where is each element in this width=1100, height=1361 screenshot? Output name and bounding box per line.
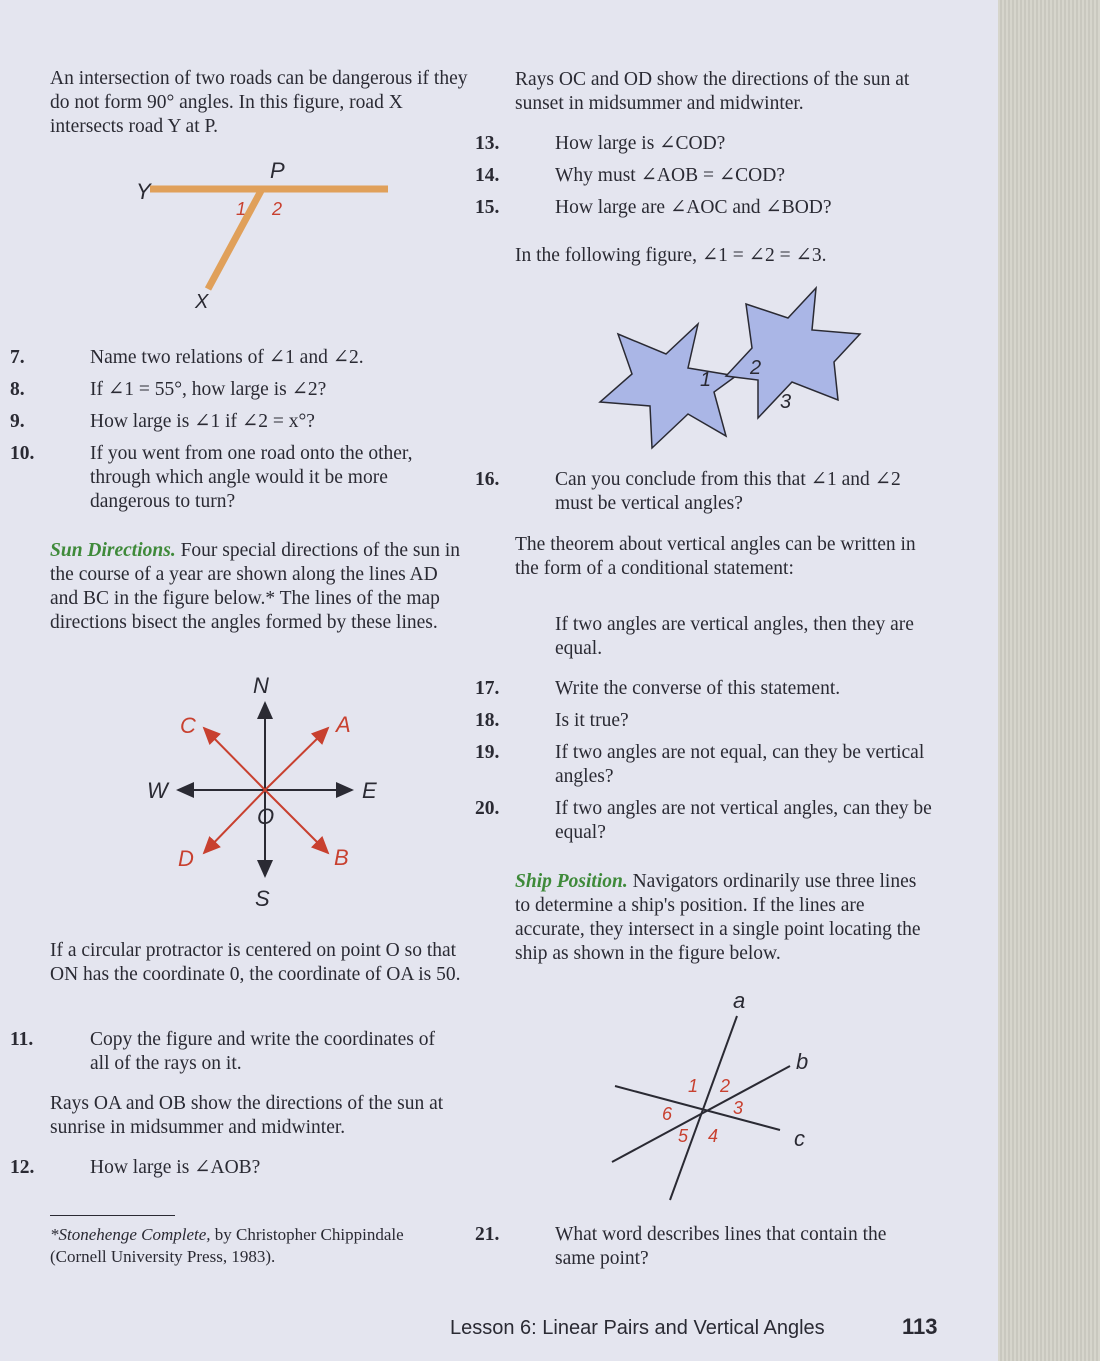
sunset-paragraph: Rays OC and OD show the directions of the sun at sunset in midsummer and midwinter. [515, 69, 910, 114]
label-e: E [362, 778, 377, 803]
label-angle-1: 1 [236, 199, 247, 219]
roads-intro: An intersection of two roads can be dangerous if they do not form 90° angles. In this figure, road X intersects road Y at P. [50, 68, 468, 137]
page-number: 113 [902, 1314, 938, 1339]
sunrise-paragraph: Rays OA and OB show the directions of the sun at sunrise in midsummer and midwinter. [50, 1093, 444, 1138]
question-20: 20. If two angles are not vertical angles, can they be equal? [475, 798, 932, 843]
following-figure-text: In the following figure, ∠1 = ∠2 = ∠3. [515, 245, 827, 266]
question-18: 18. Is it true? [475, 710, 629, 731]
label-o: O [257, 804, 275, 829]
question-9: 9. How large is ∠1 if ∠2 = x°? [10, 411, 315, 432]
question-21: 21. What word describes lines that contain the same point? [475, 1224, 887, 1269]
right-star [726, 288, 860, 418]
conditional-statement: If two angles are vertical angles, then they are equal. [555, 614, 914, 659]
left-star [600, 324, 736, 448]
label-x: X [195, 291, 209, 313]
question-15: 15. How large are ∠AOC and ∠BOD? [475, 197, 832, 218]
question-10: 10. If you went from one road onto the other, through which angle would it be more dangerous to turn? [10, 443, 413, 512]
question-14: 14. Why must ∠AOB = ∠COD? [475, 165, 786, 186]
label-y: Y [136, 179, 151, 204]
ship-angle-1: 1 [688, 1076, 699, 1096]
question-11: 11. Copy the figure and write the coordinates of all of the rays on it. [10, 1029, 435, 1074]
stars-figure [590, 282, 880, 462]
label-c: C [180, 713, 196, 738]
ship-angle-6: 6 [662, 1104, 673, 1124]
ray-od [204, 790, 265, 853]
ship-angle-5: 5 [678, 1126, 689, 1146]
question-13: 13. How large is ∠COD? [475, 133, 726, 154]
theorem-paragraph: The theorem about vertical angles can be written in the form of a conditional statement: [515, 534, 916, 579]
question-8: 8. If ∠1 = 55°, how large is ∠2? [10, 379, 327, 400]
ship-label-a: a [733, 988, 746, 1013]
footnote: *Stonehenge Complete, by Christopher Chippindale (Cornell University Press, 1983). [50, 1225, 404, 1266]
label-n: N [253, 673, 269, 698]
line-b [612, 1066, 790, 1162]
label-b: B [334, 845, 349, 870]
ray-ob [265, 790, 328, 853]
compass-figure [140, 668, 400, 916]
star-label-2: 2 [750, 357, 762, 379]
star-label-1: 1 [700, 369, 712, 391]
ray-oc [204, 728, 265, 790]
label-angle-2: 2 [272, 199, 283, 219]
ship-figure [590, 986, 830, 1206]
question-7: 7. Name two relations of ∠1 and ∠2. [10, 347, 364, 368]
sun-directions-paragraph: Sun Directions. Four special directions of the sun in the course of a year are shown along the lines AD and BC in the figure below.* The lines of the map directions bisect the angles formed by these lines. [50, 540, 461, 633]
label-p: P [270, 158, 285, 183]
label-w: W [147, 778, 168, 803]
ship-angle-3: 3 [733, 1098, 744, 1118]
road-x [208, 189, 262, 289]
ship-angle-4: 4 [708, 1126, 719, 1146]
question-17: 17. Write the converse of this statement. [475, 678, 841, 699]
line-a [670, 1016, 737, 1200]
protractor-paragraph: If a circular protractor is centered on point O so that ON has the coordinate 0, the coordinate of OA is 50. [50, 940, 461, 985]
question-12: 12. How large is ∠AOB? [10, 1157, 261, 1178]
roads-figure [120, 155, 400, 320]
footnote-rule [50, 1215, 175, 1216]
ray-oa [265, 728, 328, 790]
label-d: D [178, 846, 194, 871]
ship-label-c: c [794, 1126, 805, 1151]
label-a: A [336, 712, 351, 737]
book-spine [998, 0, 1100, 1361]
question-16: 16. Can you conclude from this that ∠1 and ∠2 must be vertical angles? [475, 469, 901, 514]
star-label-3: 3 [780, 391, 792, 413]
question-19: 19. If two angles are not equal, can they be vertical angles? [475, 742, 925, 787]
ship-position-paragraph: Ship Position. Navigators ordinarily use three lines to determine a ship's position. If the lines are accurate, they intersect in a single point locating the ship as shown in the figure below. [515, 871, 921, 964]
ship-angle-2: 2 [720, 1076, 731, 1096]
lesson-title: Lesson 6: Linear Pairs and Vertical Angles [450, 1317, 825, 1339]
label-s: S [255, 886, 270, 911]
ship-label-b: b [796, 1049, 809, 1074]
